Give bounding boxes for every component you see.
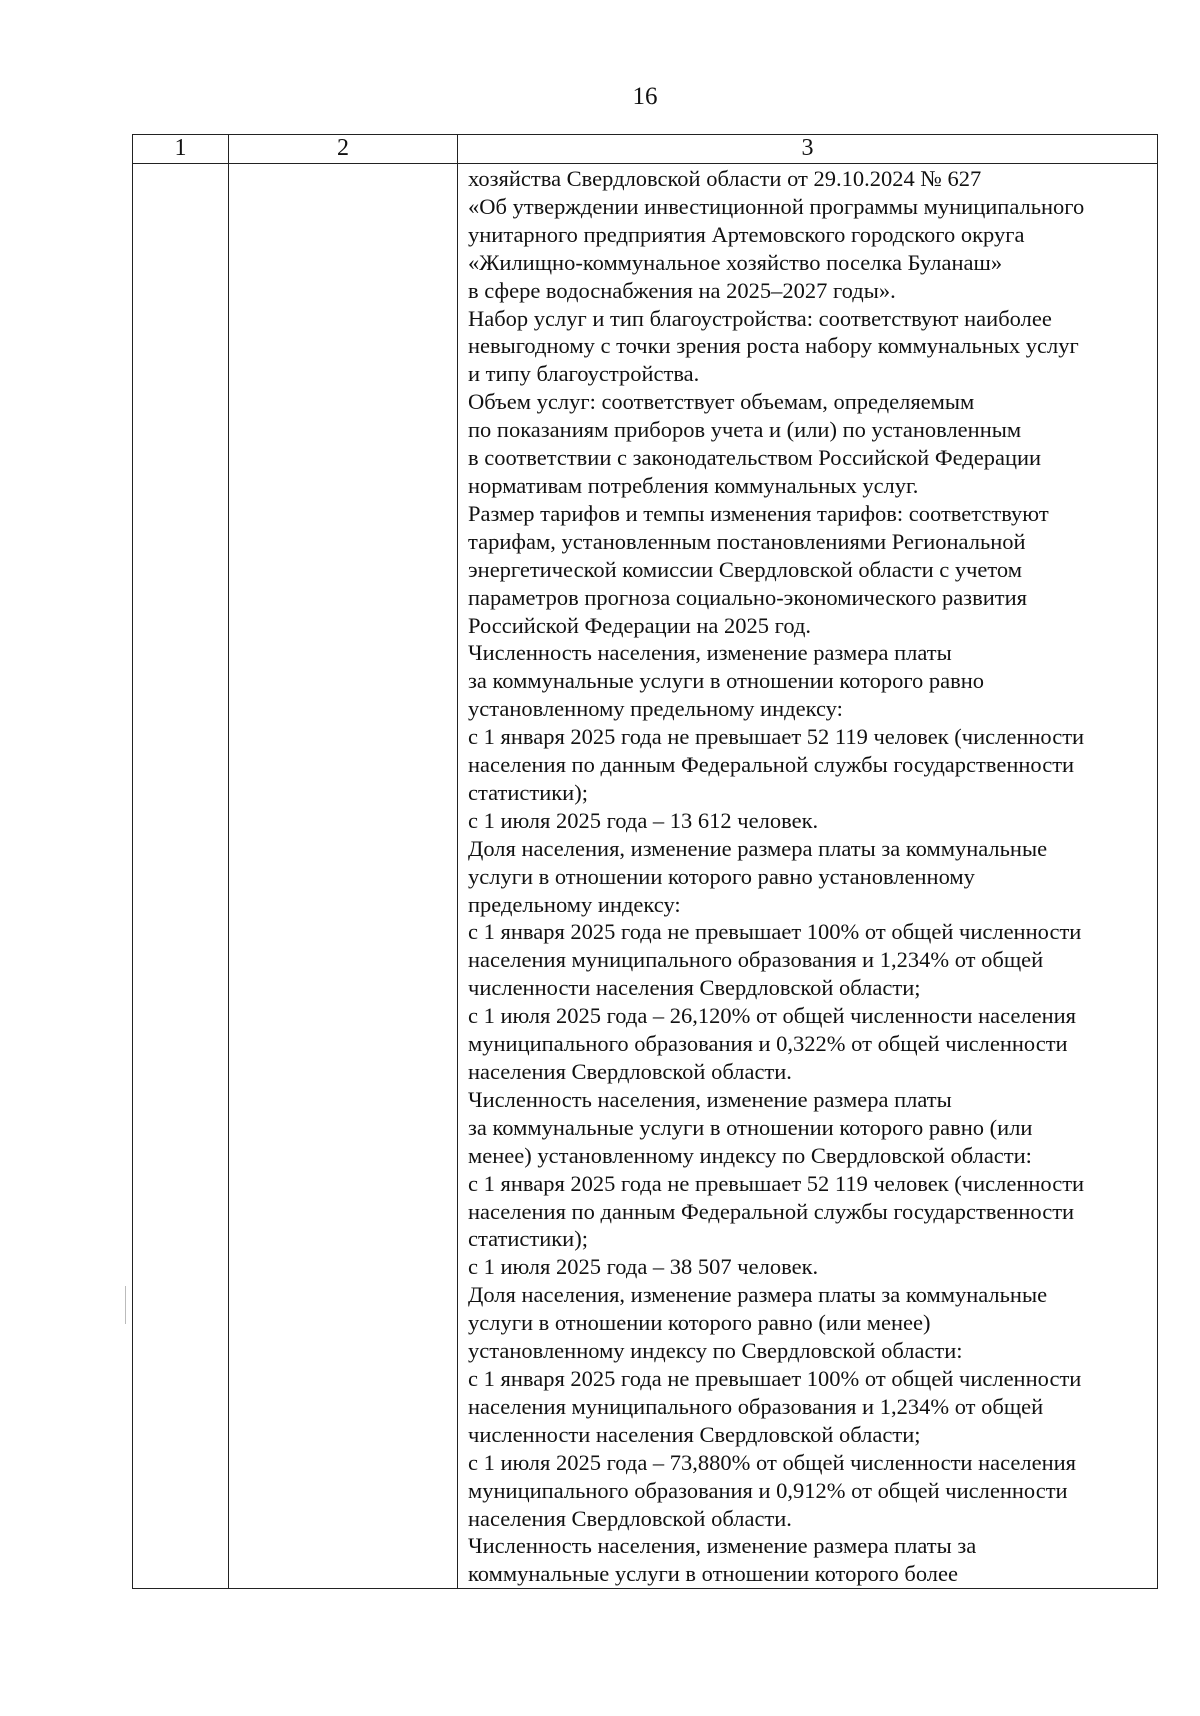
text-line: энергетической комиссии Свердловской области с учетом — [468, 556, 1022, 582]
text-line: за коммунальные услуги в отношении которого равно — [468, 668, 985, 694]
text-line: муниципального образования и 0,912% от общей численности — [468, 1477, 1068, 1503]
table-row — [133, 164, 1158, 1589]
text-line: населения муниципального образования и 1,234% от общей — [468, 1393, 1044, 1419]
text-line: Российской Федерации на 2025 год. — [468, 612, 812, 638]
document-table — [132, 134, 1158, 1589]
text-line: Набор услуг и тип благоустройства: соответствуют наиболее — [468, 305, 1052, 331]
text-line: Численность населения, изменение размера платы за — [468, 1533, 977, 1559]
column-1-cell — [133, 164, 229, 1589]
text-line: статистики); — [468, 779, 588, 805]
text-line: «Жилищно-коммунальное хозяйство поселка Буланаш» — [468, 249, 1003, 275]
text-line: населения по данным Федеральной службы государственности — [468, 752, 1075, 778]
text-line: численности населения Свердловской области; — [468, 1421, 921, 1447]
text-line: муниципального образования и 0,322% от общей численности — [468, 1031, 1068, 1057]
scan-margin-mark — [125, 1286, 126, 1324]
text-line: и типу благоустройства. — [468, 361, 700, 387]
text-line: невыгодному с точки зрения роста набору коммунальных услуг — [468, 333, 1079, 359]
text-line: услуги в отношении которого равно (или менее) — [468, 1310, 931, 1336]
text-line: установленному предельному индексу: — [468, 696, 843, 722]
page-number: 16 — [632, 83, 658, 110]
text-line: Численность населения, изменение размера платы — [468, 640, 952, 666]
text-line: «Об утверждении инвестиционной программы муниципального — [468, 193, 1085, 219]
column-header-1: 1 — [133, 135, 229, 164]
text-line: коммунальные услуги в отношении которого более — [468, 1561, 958, 1587]
text-line: предельному индексу: — [468, 891, 681, 917]
text-line: Размер тарифов и темпы изменения тарифов: соответствуют — [468, 500, 1049, 526]
column-3-text-cell — [458, 164, 1158, 1589]
column-header-3: 3 — [458, 135, 1158, 164]
text-line: с 1 июля 2025 года – 13 612 человек. — [468, 807, 819, 833]
text-line: в соответствии с законодательством Российской Федерации — [468, 445, 1042, 471]
text-line: хозяйства Свердловской области от 29.10.2024 № 627 — [468, 166, 982, 191]
text-line: унитарного предприятия Артемовского городского округа — [468, 221, 1025, 247]
text-line: за коммунальные услуги в отношении которого равно (или — [468, 1114, 1033, 1140]
text-line: Численность населения, изменение размера платы — [468, 1086, 952, 1112]
text-line: населения муниципального образования и 1,234% от общей — [468, 947, 1044, 973]
table-header-row — [133, 135, 1158, 164]
text-line: параметров прогноза социально-экономического развития — [468, 584, 1027, 610]
text-line: по показаниям приборов учета и (или) по установленным — [468, 417, 1022, 443]
text-line: численности населения Свердловской области; — [468, 975, 921, 1001]
text-line: в сфере водоснабжения на 2025–2027 годы». — [468, 277, 896, 303]
text-line: с 1 июля 2025 года – 38 507 человек. — [468, 1254, 819, 1280]
column-2-cell — [229, 164, 458, 1589]
text-line: населения Свердловской области. — [468, 1505, 792, 1531]
text-line: с 1 июля 2025 года – 73,880% от общей численности населения — [468, 1449, 1076, 1475]
text-line: с 1 января 2025 года не превышает 100% от общей численности — [468, 1365, 1082, 1391]
text-line: Доля населения, изменение размера платы за коммунальные — [468, 835, 1048, 861]
text-line: с 1 января 2025 года не превышает 52 119 человек (численности — [468, 1170, 1085, 1196]
text-line: Объем услуг: соответствует объемам, определяемым — [468, 389, 975, 415]
text-line: тарифам, установленным постановлениями Региональной — [468, 528, 1026, 554]
text-line: Доля населения, изменение размера платы за коммунальные — [468, 1282, 1048, 1308]
column-header-2: 2 — [229, 135, 458, 164]
text-line: населения по данным Федеральной службы государственности — [468, 1198, 1075, 1224]
text-line: услуги в отношении которого равно установленному — [468, 863, 975, 889]
text-line: с 1 января 2025 года не превышает 52 119 человек (численности — [468, 724, 1085, 750]
text-line: с 1 июля 2025 года – 26,120% от общей численности населения — [468, 1003, 1076, 1029]
text-line: с 1 января 2025 года не превышает 100% от общей численности — [468, 919, 1082, 945]
text-line: установленному индексу по Свердловской области: — [468, 1338, 963, 1364]
text-line: нормативам потребления коммунальных услуг. — [468, 472, 919, 498]
text-line: менее) установленному индексу по Свердловской области: — [468, 1142, 1032, 1168]
text-line: статистики); — [468, 1226, 588, 1252]
text-line: населения Свердловской области. — [468, 1059, 792, 1084]
